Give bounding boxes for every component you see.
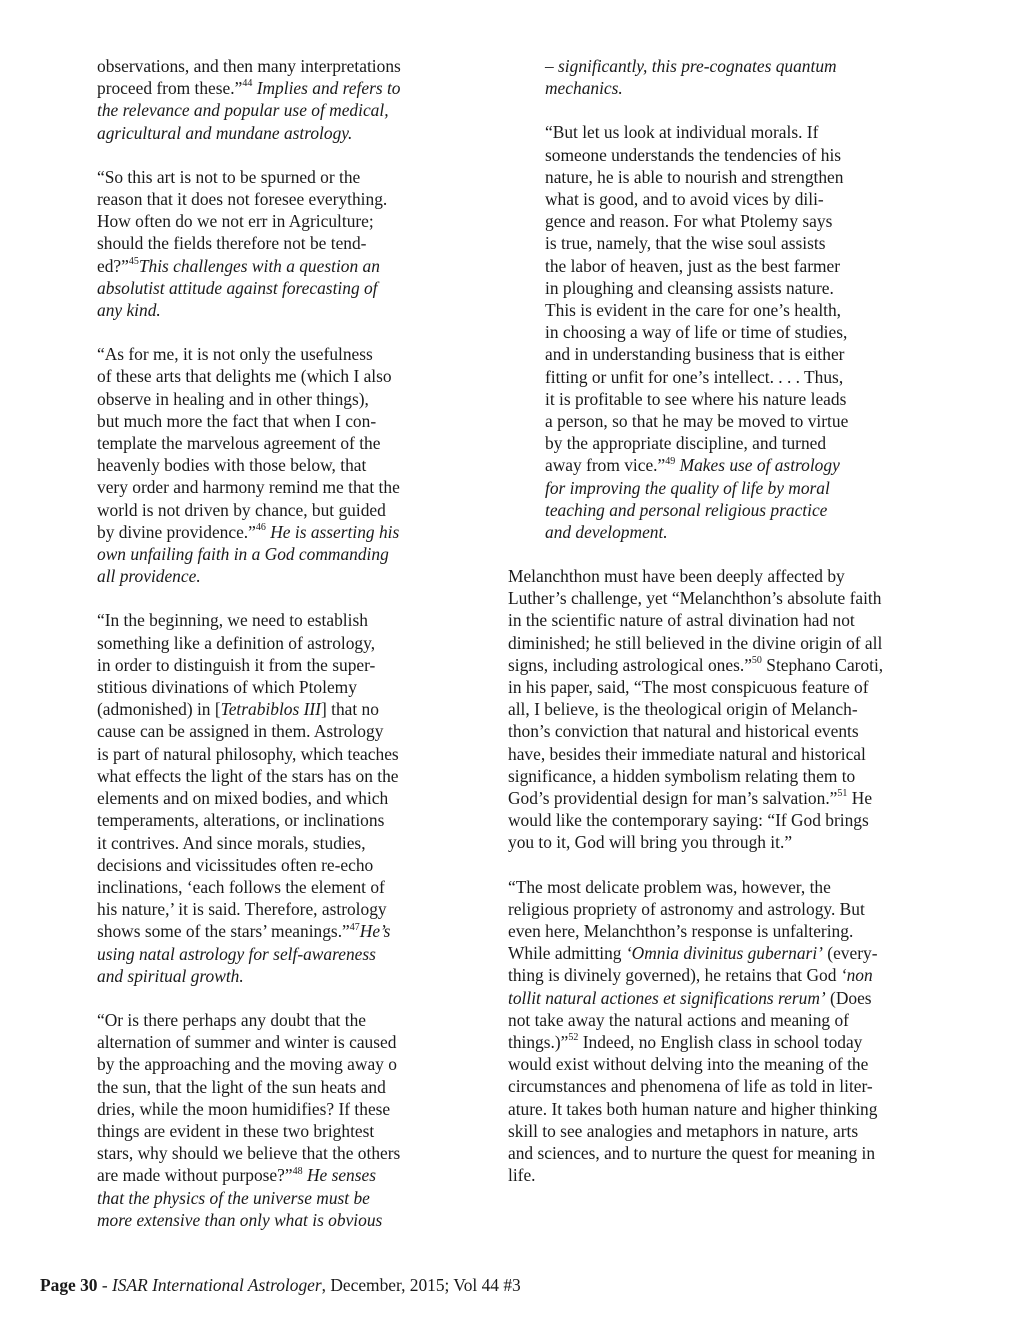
text-line <box>97 1142 427 1164</box>
text-run: decisions and vicissitudes often re-echo <box>97 854 374 875</box>
paragraph <box>97 55 427 144</box>
text-run: (Does <box>825 987 872 1008</box>
text-line <box>545 432 885 454</box>
text-line <box>97 565 427 587</box>
text-run: dries, while the moon humidifies? If these <box>97 1098 391 1119</box>
text-run: tollit natural actiones et significations rerum’ <box>508 987 826 1008</box>
text-run: by the approaching and the moving away o <box>97 1054 397 1075</box>
text-run: Indeed, no English class in school today <box>578 1032 863 1053</box>
paragraph <box>97 1009 427 1231</box>
text-line <box>508 743 908 765</box>
text-run: fitting or unfit for one’s intellect. . . . Thus, <box>545 366 844 387</box>
text-run: gence and reason. For what Ptolemy says <box>545 211 833 232</box>
paragraph <box>97 166 427 321</box>
text-run: He’s <box>359 921 391 942</box>
paragraph <box>508 565 908 854</box>
footnote-ref: 45 <box>128 255 139 267</box>
text-line <box>97 609 427 631</box>
text-run: stitious divinations of which Ptolemy <box>97 677 357 698</box>
text-line <box>545 388 885 410</box>
text-run: in ploughing and cleansing assists nature. <box>545 277 834 298</box>
text-line <box>508 1164 908 1186</box>
text-line <box>508 654 908 676</box>
text-line <box>508 565 908 587</box>
text-line <box>97 499 427 521</box>
text-line <box>97 122 427 144</box>
text-line <box>97 1187 427 1209</box>
text-run: ] that no <box>320 699 379 720</box>
text-run: nature, he is able to nourish and strengthen <box>545 166 844 187</box>
text-line <box>508 698 908 720</box>
text-run: and sciences, and to nurture the quest for meaning in <box>508 1143 876 1164</box>
text-line <box>97 277 427 299</box>
text-run: and in understanding business that is either <box>545 344 845 365</box>
text-line <box>545 299 885 321</box>
text-run: the labor of heaven, just as the best farmer <box>545 255 841 276</box>
text-line <box>97 654 427 676</box>
text-run: in choosing a way of life or time of studies, <box>545 322 848 343</box>
text-line <box>97 965 427 987</box>
text-line <box>508 1053 908 1075</box>
text-run: Melanchthon must have been deeply affected by <box>508 566 845 586</box>
text-run: absolutist attitude against forecasting of <box>97 277 378 298</box>
text-line <box>508 787 908 809</box>
text-run: (every- <box>822 943 878 964</box>
paragraph <box>508 876 908 1187</box>
text-line <box>97 210 427 232</box>
text-run: shows some of the stars’ meanings.” <box>97 921 350 942</box>
text-line <box>508 676 908 698</box>
text-line <box>545 321 885 343</box>
text-run: religious propriety of astronomy and astrology. But <box>508 898 865 919</box>
text-run: This is evident in the care for one’s health, <box>545 300 842 321</box>
text-run: God’s providential design for man’s salvation.” <box>508 788 838 809</box>
text-run: own unfailing faith in a God commanding <box>97 544 389 565</box>
text-run: He is asserting his <box>270 521 400 542</box>
text-run: for improving the quality of life by moral <box>545 477 830 498</box>
text-run: Stephano Caroti, <box>761 654 884 675</box>
text-run: While admitting <box>508 943 626 964</box>
text-line <box>97 898 427 920</box>
text-line <box>508 1142 908 1164</box>
text-line <box>545 121 885 143</box>
text-line <box>545 166 885 188</box>
footer-publication: ISAR International Astrologer <box>111 1275 322 1295</box>
text-run: signs, including astrological ones.” <box>508 654 752 675</box>
text-line <box>508 587 908 609</box>
text-line <box>97 99 427 121</box>
text-line <box>97 698 427 720</box>
text-run: reason that it does not foresee everything. <box>97 189 388 210</box>
footnote-ref: 49 <box>665 455 676 467</box>
text-line <box>97 765 427 787</box>
text-run: skill to see analogies and metaphors in nature, arts <box>508 1120 859 1141</box>
text-line <box>97 1164 427 1186</box>
text-run: the sun, that the light of the sun heats and <box>97 1076 386 1097</box>
text-line <box>97 255 427 277</box>
page-footer <box>40 1275 521 1296</box>
footnote-ref: 44 <box>242 78 253 90</box>
text-line <box>508 920 908 942</box>
text-line <box>545 188 885 210</box>
text-run: inclinations, ‘each follows the element of <box>97 876 385 897</box>
text-line <box>545 410 885 432</box>
text-run: significance, a hidden symbolism relating them to <box>508 765 856 786</box>
text-run: away from vice.” <box>545 455 666 476</box>
text-run: observe in healing and in other things), <box>97 388 369 409</box>
text-run: things are evident in these two brightest <box>97 1120 375 1141</box>
text-line <box>97 920 427 942</box>
text-line <box>97 188 427 210</box>
text-run: “But let us look at individual morals. If <box>545 122 819 143</box>
text-line <box>545 232 885 254</box>
text-run: observations, and then many interpretations <box>97 56 401 76</box>
text-line <box>97 343 427 365</box>
text-run: thon’s conviction that natural and historical events <box>508 721 859 742</box>
text-line <box>508 809 908 831</box>
text-run: He senses <box>306 1165 376 1186</box>
text-run: mechanics. <box>545 78 623 99</box>
text-line <box>508 1075 908 1097</box>
text-run: all providence. <box>97 566 201 587</box>
text-line <box>97 454 427 476</box>
text-run: you to it, God will bring you through it.” <box>508 832 793 853</box>
text-run: what is good, and to avoid vices by dili- <box>545 189 824 210</box>
text-run: his nature,’ it is said. Therefore, astrology <box>97 899 387 920</box>
text-line <box>97 1009 427 1031</box>
text-line <box>545 144 885 166</box>
text-run: circumstances and phenomena of life as told in liter- <box>508 1076 873 1097</box>
text-line <box>97 1209 427 1231</box>
footnote-ref: 48 <box>292 1165 303 1177</box>
text-run: ature. It takes both human nature and higher thinking <box>508 1098 878 1119</box>
text-line <box>508 1031 908 1053</box>
text-run: heavenly bodies with those below, that <box>97 455 367 476</box>
text-line <box>545 55 885 77</box>
text-line <box>508 987 908 1009</box>
text-run: thing is divinely governed), he retains that God <box>508 965 841 986</box>
text-line <box>545 521 885 543</box>
text-line <box>97 943 427 965</box>
text-run: temperaments, alterations, or inclinations <box>97 810 385 831</box>
text-line <box>545 343 885 365</box>
text-run: are made without purpose?” <box>97 1165 293 1186</box>
text-line <box>545 499 885 521</box>
paragraph <box>97 343 427 587</box>
text-line <box>97 166 427 188</box>
footnote-ref: 47 <box>349 921 360 933</box>
text-run: teaching and personal religious practice <box>545 499 828 520</box>
right-column-body <box>508 565 908 1208</box>
text-run: elements and on mixed bodies, and which <box>97 788 389 809</box>
text-line <box>97 743 427 765</box>
text-line <box>97 388 427 410</box>
text-line <box>545 255 885 277</box>
text-run: world is not driven by chance, but guided <box>97 499 386 520</box>
text-line <box>508 964 908 986</box>
text-run: by divine providence.” <box>97 521 256 542</box>
text-line <box>97 521 427 543</box>
text-run: a person, so that he may be moved to virtue <box>545 411 849 432</box>
text-run: template the marvelous agreement of the <box>97 433 381 454</box>
text-line <box>97 476 427 498</box>
text-run: more extensive than only what is obvious <box>97 1209 383 1230</box>
text-run: have, besides their immediate natural and historical <box>508 743 866 764</box>
text-run: it contrives. And since morals, studies, <box>97 832 366 853</box>
text-line <box>97 787 427 809</box>
text-line <box>97 809 427 831</box>
text-line <box>97 55 427 77</box>
text-run: should the fields therefore not be tend- <box>97 233 367 254</box>
right-column-quote <box>545 55 885 565</box>
text-run: This challenges with a question an <box>138 255 380 276</box>
text-run: (admonished) in [ <box>97 699 221 720</box>
text-run: not take away the natural actions and meaning of <box>508 1009 849 1030</box>
text-line <box>97 1120 427 1142</box>
text-line <box>97 676 427 698</box>
text-run: the relevance and popular use of medical, <box>97 100 389 121</box>
text-run: but much more the fact that when I con- <box>97 410 377 431</box>
text-run: How often do we not err in Agriculture; <box>97 211 374 232</box>
text-run: agricultural and mundane astrology. <box>97 122 353 143</box>
text-line <box>97 854 427 876</box>
text-line <box>97 876 427 898</box>
text-line <box>508 831 908 853</box>
text-run: “As for me, it is not only the usefulness <box>97 344 373 365</box>
text-line <box>545 366 885 388</box>
text-run: “In the beginning, we need to establish <box>97 610 368 631</box>
text-line <box>97 432 427 454</box>
footnote-ref: 52 <box>568 1032 579 1044</box>
text-run: any kind. <box>97 300 161 321</box>
footer-separator: - <box>97 1275 112 1295</box>
text-run: ed?” <box>97 255 129 276</box>
text-run: would like the contemporary saying: “If God brings <box>508 810 869 831</box>
paragraph <box>545 121 885 543</box>
text-line <box>97 720 427 742</box>
text-line <box>97 410 427 432</box>
text-line <box>545 77 885 99</box>
text-run: someone understands the tendencies of his <box>545 144 842 165</box>
text-line <box>97 543 427 565</box>
footnote-ref: 46 <box>255 522 266 534</box>
text-line <box>97 232 427 254</box>
text-line <box>97 299 427 321</box>
text-line <box>508 1098 908 1120</box>
text-run: in order to distinguish it from the super- <box>97 654 376 675</box>
text-run: proceed from these.” <box>97 78 243 99</box>
text-run: ‘non <box>840 965 873 986</box>
text-line <box>508 720 908 742</box>
text-line <box>508 609 908 631</box>
footnote-ref: 51 <box>837 788 848 800</box>
text-run: even here, Melanchthon’s response is unfaltering. <box>508 921 854 942</box>
text-line <box>545 477 885 499</box>
text-run: alternation of summer and winter is caused <box>97 1032 397 1053</box>
text-run: all, I believe, is the theological origin of Melanch- <box>508 699 858 720</box>
text-run: “The most delicate problem was, however, the <box>508 876 831 897</box>
text-run: using natal astrology for self-awareness <box>97 943 376 964</box>
text-run: cause can be assigned in them. Astrology <box>97 721 384 742</box>
text-run: Luther’s challenge, yet “Melanchthon’s absolute faith <box>508 588 882 609</box>
text-line <box>508 1120 908 1142</box>
text-line <box>97 1076 427 1098</box>
text-run: – significantly, this pre-cognates quantum <box>545 56 837 76</box>
text-line <box>97 1098 427 1120</box>
text-run: Tetrabiblos III <box>220 699 321 720</box>
text-run: He <box>847 788 873 809</box>
text-run: “So this art is not to be spurned or the <box>97 166 361 187</box>
footer-issue: , December, 2015; Vol 44 #3 <box>321 1275 521 1295</box>
text-run: that the physics of the universe must be <box>97 1187 370 1208</box>
footer-page-label: Page 30 <box>40 1275 98 1295</box>
text-line <box>545 454 885 476</box>
text-line <box>545 277 885 299</box>
text-line <box>545 210 885 232</box>
left-column <box>97 55 427 1253</box>
text-run: in the scientific nature of astral divination had not <box>508 610 855 631</box>
text-run: is part of natural philosophy, which teaches <box>97 743 399 764</box>
text-line <box>97 1031 427 1053</box>
text-line <box>97 832 427 854</box>
text-line <box>508 898 908 920</box>
text-line <box>97 77 427 99</box>
text-run: of these arts that delights me (which I also <box>97 366 392 387</box>
text-run: Implies and refers to <box>256 78 401 99</box>
text-line <box>508 942 908 964</box>
text-run: in his paper, said, “The most conspicuous feature of <box>508 677 869 698</box>
text-run: Makes use of astrology <box>679 455 840 476</box>
text-run: by the appropriate discipline, and turned <box>545 433 827 454</box>
text-run: would exist without delving into the meaning of the <box>508 1054 869 1075</box>
text-run: things.)” <box>508 1032 569 1053</box>
text-run: something like a definition of astrology, <box>97 632 376 653</box>
text-line <box>508 765 908 787</box>
text-line <box>97 365 427 387</box>
text-line <box>508 876 908 898</box>
text-run: stars, why should we believe that the others <box>97 1143 401 1164</box>
text-line <box>508 1009 908 1031</box>
text-run: and spiritual growth. <box>97 965 244 986</box>
text-run: what effects the light of the stars has on the <box>97 765 399 786</box>
text-line <box>97 1053 427 1075</box>
text-run: diminished; he still believed in the divine origin of all <box>508 632 883 653</box>
text-line <box>508 632 908 654</box>
text-run: and development. <box>545 522 668 543</box>
text-run: is true, namely, that the wise soul assists <box>545 233 826 254</box>
text-run: very order and harmony remind me that the <box>97 477 400 498</box>
text-run: life. <box>508 1165 536 1186</box>
text-run: “Or is there perhaps any doubt that the <box>97 1009 366 1030</box>
text-line <box>97 632 427 654</box>
text-run: ‘Omnia divinitus gubernari’ <box>625 943 823 964</box>
paragraph <box>545 55 885 99</box>
paragraph <box>97 609 427 986</box>
text-run: it is profitable to see where his nature leads <box>545 388 847 409</box>
footnote-ref: 50 <box>751 655 762 667</box>
